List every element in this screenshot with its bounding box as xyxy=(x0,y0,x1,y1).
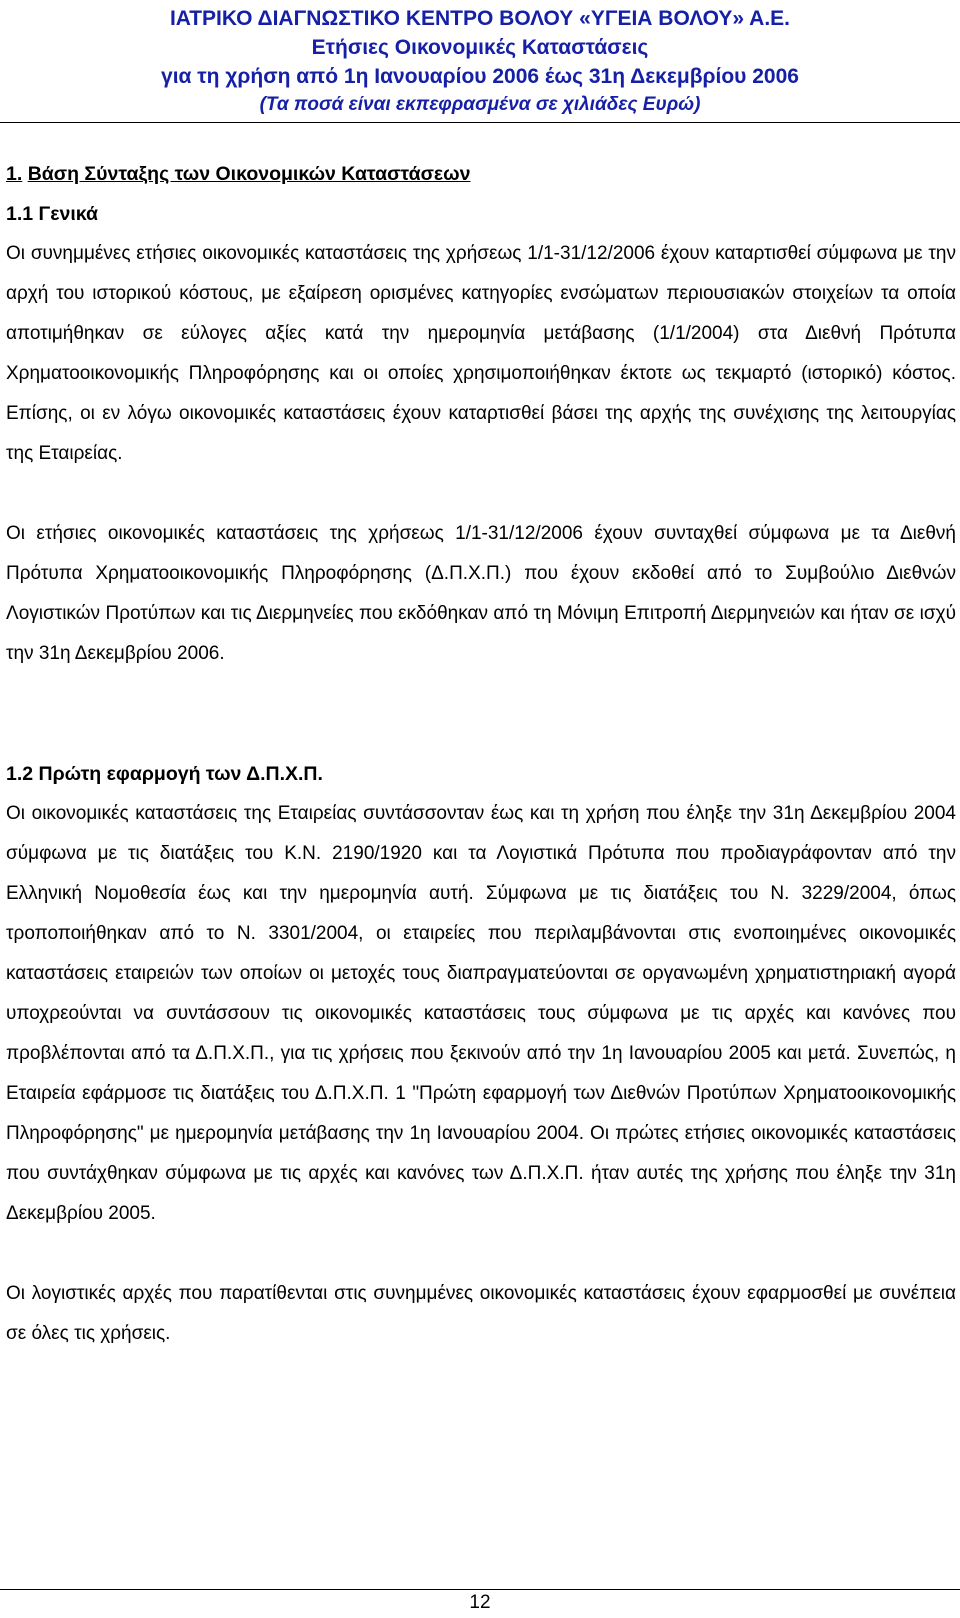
subsection-heading-first-adoption: 1.2 Πρώτη εφαρμογή των Δ.Π.Χ.Π. xyxy=(6,763,323,785)
paragraph-general-2: Οι ετήσιες οικονομικές καταστάσεις της χρήσεως 1/1-31/12/2006 έχουν συνταχθεί σύμφωνα με τα Διεθνή Πρότυπα Χρηματοοικονομικής Πληροφόρησης (Δ.Π.Χ.Π.) που έχουν εκδοθεί από το Συμβούλιο Διεθνών Λογιστικών Προτύπων και τις Διερμηνείες που εκδόθηκαν από τη Μόνιμη Επιτροπή Διερμηνειών και ήταν σε ισχύ την 31η Δεκεμβρίου 2006. xyxy=(6,523,956,664)
paragraph-spacer xyxy=(6,474,956,514)
page-number: 12 xyxy=(469,1592,491,1613)
footer-divider xyxy=(0,1589,960,1590)
section-spacer xyxy=(6,674,956,754)
paragraph-first-adoption-1: Οι οικονομικές καταστάσεις της Εταιρείας συντάσσονταν έως και τη χρήση που έληξε την 31η Δεκεμβρίου 2004 σύμφωνα με τις διατάξεις του Κ.Ν. 2190/1920 και τα Λογιστικά Πρότυπα που προδιαγράφονταν από την Ελληνική Νομοθεσία έως και την ημερομηνία αυτή. Σύμφωνα με τις διατάξεις του Ν. 3229/2004, όπως τροποποιήθηκαν από το Ν. 3301/2004, οι εταιρείες που περιλαμβάνονται στις ενοποιημένες οικονομικές καταστάσεις εταιρειών των οποίων οι μετοχές τους διαπραγματεύονται σε οργανωμένη χρηματιστηριακή αγορά υποχρεούνται να συντάσσουν τις οικονομικές καταστάσεις τους σύμφωνα με τις αρχές και κανόνες που προβλέπονται από τα Δ.Π.Χ.Π., για τις χρήσεις που ξεκινούν από την 1η Ιανουαρίου 2005 και μετά. Συνεπώς, η Εταιρεία εφάρμοσε τις διατάξεις του Δ.Π.Χ.Π. 1 "Πρώτη εφαρμογή των Διεθνών Προτύπων Χρηματοοικονομικής Πληροφόρησης" με ημερομηνία μετάβασης την 1η Ιανουαρίου 2004. Οι πρώτες ετήσιες οικονομικές καταστάσεις που συντάχθηκαν σύμφωνα με τις αρχές και κανόνες των Δ.Π.Χ.Π. ήταν αυτές της χρήσης που έληξε την 31η Δεκεμβρίου 2005. xyxy=(6,803,956,1224)
subsection-heading-general: 1.1 Γενικά xyxy=(6,203,98,225)
paragraph-spacer xyxy=(6,1234,956,1274)
company-name: ΙΑΤΡΙΚΟ ΔΙΑΓΝΩΣΤΙΚΟ ΚΕΝΤΡΟ ΒΟΛΟΥ «ΥΓΕΙΑ ΒΟΛΟΥ» Α.Ε. xyxy=(169,7,791,30)
section-number: 1. xyxy=(6,163,23,185)
section-heading xyxy=(6,154,956,194)
section-title: Βάση Σύνταξης των Οικονομικών Καταστάσεων xyxy=(27,163,471,185)
document-body xyxy=(6,154,956,1354)
document-header xyxy=(0,4,960,118)
currency-note: (Τα ποσά είναι εκπεφρασμένα σε χιλιάδες Ευρώ) xyxy=(259,94,701,115)
document-title: Ετήσιες Οικονομικές Καταστάσεις xyxy=(311,36,649,59)
paragraph-general-1: Οι συνημμένες ετήσιες οικονομικές καταστάσεις της χρήσεως 1/1-31/12/2006 έχουν καταρτισθεί σύμφωνα με την αρχή του ιστορικού κόστους, με εξαίρεση ορισμένες κατηγορίες ενσώματων περιουσιακών στοιχείων τα οποία αποτιμήθηκαν σε εύλογες αξίες κατά την ημερομηνία μετάβασης (1/1/2004) στα Διεθνή Πρότυπα Χρηματοοικονομικής Πληροφόρησης και οι οποίες χρησιμοποιήθηκαν έκτοτε ως τεκμαρτό (ιστορικό) κόστος. Επίσης, οι εν λόγω οικονομικές καταστάσεις έχουν καταρτισθεί βάσει της αρχής της συνέχισης της λειτουργίας της Εταιρείας. xyxy=(6,243,956,464)
period-line: για τη χρήση από 1η Ιανουαρίου 2006 έως 31η Δεκεμβρίου 2006 xyxy=(161,65,799,88)
header-divider xyxy=(0,122,960,123)
paragraph-first-adoption-2: Οι λογιστικές αρχές που παρατίθενται στις συνημμένες οικονομικές καταστάσεις έχουν εφαρμοσθεί με συνέπεια σε όλες τις χρήσεις. xyxy=(6,1283,956,1344)
